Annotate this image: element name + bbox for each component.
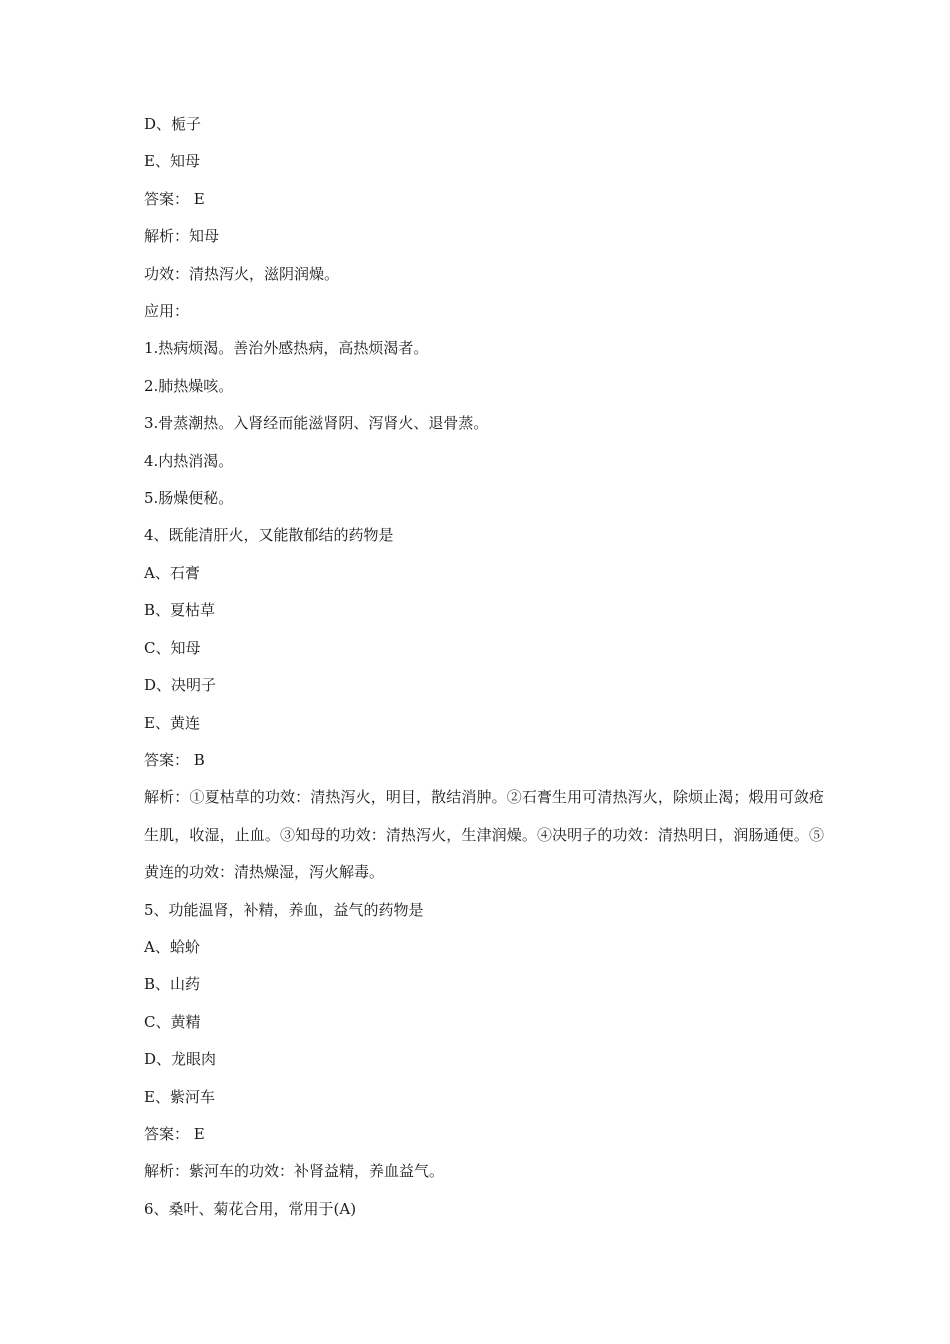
application-item-1: 1.热病烦渴。善治外感热病，高热烦渴者。 <box>144 339 429 358</box>
option-d-q4: D、决明子 <box>144 676 217 695</box>
option-c-q4: C、知母 <box>144 638 201 657</box>
question-6: 6、桑叶、菊花合用，常用于(A) <box>144 1199 357 1218</box>
option-a-q5: A、蛤蚧 <box>144 937 200 956</box>
analysis-q3: 解析：知母 <box>144 227 220 246</box>
application-item-4: 4.内热消渴。 <box>144 451 234 470</box>
option-d-q3: D、栀子 <box>144 115 202 133</box>
option-c-q5: C、黄精 <box>144 1012 201 1031</box>
application-item-5: 5.肠燥便秘。 <box>144 489 234 508</box>
answer-q3: 答案： E <box>144 189 205 208</box>
document-page <box>144 106 824 1228</box>
option-d-q5: D、龙眼肉 <box>144 1050 217 1069</box>
answer-q5: 答案： E <box>144 1124 205 1143</box>
option-e-q3: E、知母 <box>144 152 200 171</box>
answer-q4: 答案： B <box>144 750 205 769</box>
question-5: 5、功能温肾，补精，养血，益气的药物是 <box>144 900 424 919</box>
application-item-3: 3.骨蒸潮热。入肾经而能滋肾阴、泻肾火、退骨蒸。 <box>144 414 489 433</box>
application-heading: 应用： <box>144 302 190 321</box>
efficacy-q3: 功效：清热泻火，滋阴润燥。 <box>144 264 340 283</box>
option-e-q4: E、黄连 <box>144 713 200 732</box>
option-b-q5: B、山药 <box>144 975 201 994</box>
option-e-q5: E、紫河车 <box>144 1087 215 1106</box>
option-b-q4: B、夏枯草 <box>144 601 216 620</box>
application-item-2: 2.肺热燥咳。 <box>144 376 234 395</box>
option-a-q4: A、石膏 <box>144 563 200 582</box>
analysis-q4: 解析：①夏枯草的功效：清热泻火，明目，散结消肿。②石膏生用可清热泻火，除烦止渴；煅用可敛疮生肌，收湿，止血。③知母的功效：清热泻火，生津润燥。④决明子的功效：清热明日，润肠通便。⑤黄连的功效：清热燥湿，泻火解毒。 <box>144 788 824 882</box>
question-4: 4、既能清肝火，又能散郁结的药物是 <box>144 526 394 545</box>
analysis-q5: 解析：紫河车的功效：补肾益精，养血益气。 <box>144 1162 445 1181</box>
